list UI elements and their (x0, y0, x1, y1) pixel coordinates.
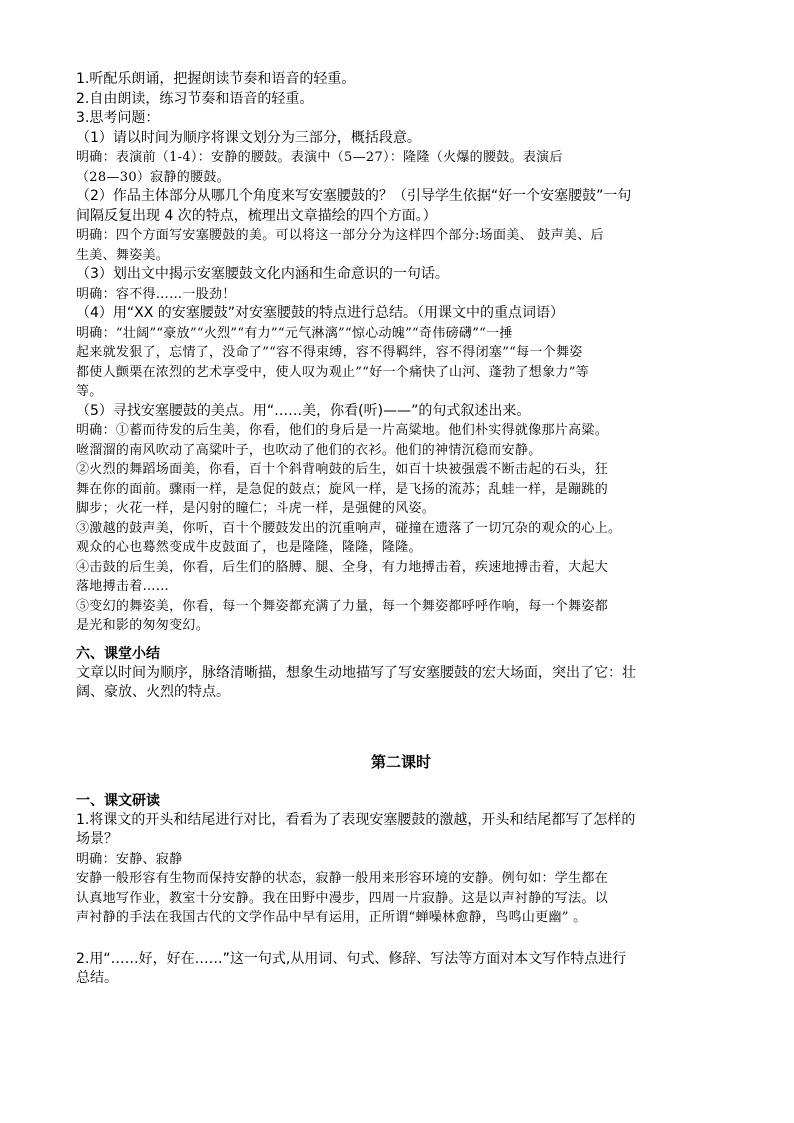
answer-line: 明确：安静、寂静 (76, 851, 183, 867)
answer-1 (76, 850, 726, 928)
text-line: 1.听配乐朗诵，把握朗读节奏和语音的轻重。 (76, 71, 356, 87)
text-line: 脚步；火花一样，是闪射的瞳仁；斗虎一样，是强健的风姿。 (76, 501, 436, 516)
answer-line: 认真地写作业，教室十分安静。我在田野中漫步，四周一片寂静。这是以声衬静的写法。以 (76, 890, 609, 906)
text-line: 起来就发狠了，忘情了，没命了”“容不得束缚，容不得羁绊，容不得闭塞”“每一个舞姿 (76, 345, 583, 360)
text-line: ⑤变幻的舞姿美，你看，每一个舞姿都充满了力量，每一个舞姿都呼呼作响，每一个舞姿都 (76, 598, 609, 614)
summary-line: 阔、豪放、火烈的特点。 (76, 684, 230, 700)
text-line: （3）划出文中揭示安塞腰鼓文化内涵和生命意识的一句话。 (76, 266, 449, 282)
summary-line: 文章以时间为顺序，脉络清晰描，想象生动地描写了写安塞腰鼓的宏大场面，突出了它：壮 (76, 664, 636, 681)
text-line: 是光和影的匆匆变幻。 (76, 618, 210, 633)
text-line: 2.自由朗读，练习节奏和语音的轻重。 (76, 90, 314, 107)
text-line: ④击鼓的后生美，你看，后生们的胳膊、腿、全身，有力地搏击着，疾速地搏击着，大起大 (76, 559, 609, 575)
text-line: 都使人颤栗在浓烈的艺术享受中，使人叹为观止”“好一个痛快了山河、蓬勃了想象力”等 (76, 364, 589, 380)
question-line: 总结。 (76, 970, 118, 986)
text-line: （2）作品主体部分从哪几个角度来写安塞腰鼓的？（引导学生依据“好一个安塞腰鼓”一句 (76, 188, 632, 204)
text-line: 落地搏击着…… (76, 579, 170, 594)
text-line: （4）用“XX 的安塞腰鼓”对安塞腰鼓的特点进行总结。（用课文中的重点词语） (76, 305, 565, 321)
text-line: 3.思考问题： (76, 110, 160, 126)
section-heading-summary: 六、课堂小结 (76, 645, 160, 662)
text-line: 明确：表演前（1-4）：安静的腰鼓。表演中（5—27）：隆隆（火爆的腰鼓。表演后 (76, 150, 563, 165)
text-line: 明确：①蓄而待发的后生美，你看，他们的身后是一片高粱地。他们朴实得就像那片高粱。 (76, 423, 609, 438)
text-line: 间隔反复出现 4 次的特点，梳理出文章描绘的四个方面。） (76, 207, 437, 224)
question-2 (76, 950, 726, 989)
answer-line: 安静一般形容有生物而保持安静的状态，寂静一般用来形容环境的安静。例句如：学生都在 (76, 871, 609, 886)
text-line: 等。 (76, 384, 103, 399)
text-line: （28—30）寂静的腰鼓。 (76, 169, 230, 185)
question-line: 1.将课文的开头和结尾进行对比，看看为了表现安塞腰鼓的激越，开头和结尾都写了怎样的 (76, 811, 636, 828)
text-line: 明确：“壮阔”“豪放”“火烈”“有力”“元气淋漓”“惊心动魄”“奇伟磅礴”“一捶 (76, 325, 513, 341)
text-line: ③激越的鼓声美，你听，百十个腰鼓发出的沉重响声，碰撞在遗落了一切冗杂的观众的心上。 (76, 520, 622, 536)
lesson-title: 第二课时 (370, 752, 431, 771)
text-line: 舞在你的面前。骤雨一样，是急促的鼓点；旋风一样，是飞扬的流苏；乱蛙一样，是蹦跳的 (76, 481, 609, 497)
lesson1-discussion (76, 70, 726, 636)
text-line: （1）请以时间为顺序将课文划分为三部分，概括段意。 (76, 129, 421, 146)
text-line: 明确：四个方面写安塞腰鼓的美。可以将这一部分分为这样四个部分:场面美、 鼓声美、后 (76, 228, 604, 243)
document-page (76, 70, 726, 989)
question-line: 场景？ (76, 831, 118, 847)
summary-paragraph (76, 664, 726, 703)
text-line: 明确：容不得……一股劲！ (76, 286, 236, 302)
answer-line: 声衬静的手法在我国古代的文学作品中早有运用，正所谓“蝉噪林愈静，鸟鸣山更幽” 。 (76, 910, 587, 925)
text-line: 观众的心也蓦然变成牛皮鼓面了，也是隆隆，隆隆，隆隆。 (76, 540, 422, 555)
text-line: 生美、舞姿美。 (76, 247, 170, 263)
text-line: （5）寻找安塞腰鼓的美点。用“……美，你看(听)——”的句式叙述出来。 (76, 402, 531, 419)
text-line: 咝溜溜的南风吹动了高粱叶子，也吹动了他们的衣衫。他们的神情沉稳而安静。 (76, 442, 542, 458)
text-line: ②火烈的舞蹈场面美，你看，百十个斜背响鼓的后生，如百十块被强震不断击起的石头，狂 (76, 462, 609, 477)
question-line: 2.用“……好，好在……”这一句式,从用词、句式、修辞、写法等方面对本文写作特点进行 (76, 950, 627, 967)
section-heading-reading: 一、课文研读 (76, 792, 160, 809)
question-1 (76, 811, 726, 850)
